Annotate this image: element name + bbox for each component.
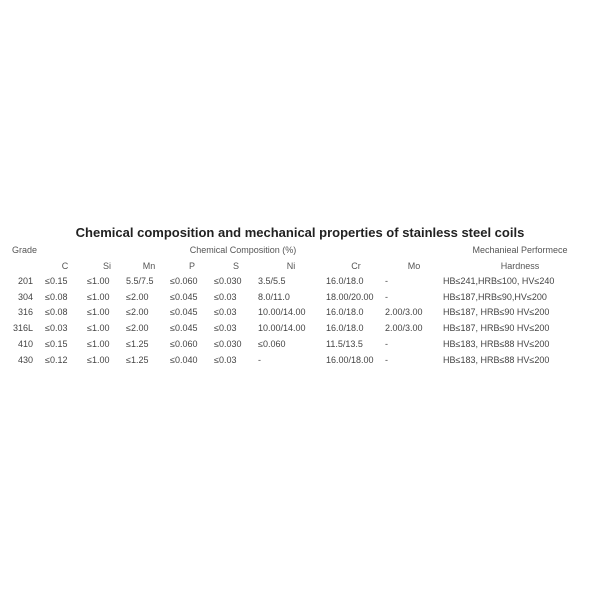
column-header-ni: Ni <box>286 261 296 271</box>
cell-si: ≤1.00 <box>87 339 110 349</box>
cell-c: ≤0.12 <box>45 355 68 365</box>
column-header-mn: Mn <box>142 261 156 271</box>
column-header-hardness: Hardness <box>500 261 540 271</box>
header-mechanical-performance: Mechanieal Performece <box>472 245 568 255</box>
cell-grade: 304 <box>17 292 33 302</box>
cell-ni: 10.00/14.00 <box>258 323 306 333</box>
cell-grade: 316L <box>12 323 33 333</box>
cell-hardness: HB≤187,HRB≤90,HV≤200 <box>443 292 547 302</box>
column-header-cr: Cr <box>351 261 361 271</box>
cell-p: ≤0.045 <box>170 307 198 317</box>
cell-c: ≤0.03 <box>45 323 68 333</box>
cell-mn: ≤2.00 <box>126 307 149 317</box>
cell-c: ≤0.15 <box>45 276 68 286</box>
column-header-c: C <box>61 261 69 271</box>
cell-c: ≤0.15 <box>45 339 68 349</box>
cell-s: ≤0.030 <box>214 339 242 349</box>
cell-cr: 16.0/18.0 <box>326 307 364 317</box>
column-header-si: Si <box>102 261 112 271</box>
cell-cr: 18.00/20.00 <box>326 292 374 302</box>
cell-hardness: HB≤183, HRB≤88 HV≤200 <box>443 355 550 365</box>
cell-p: ≤0.060 <box>170 339 198 349</box>
cell-ni: 3.5/5.5 <box>258 276 286 286</box>
cell-grade: 201 <box>17 276 33 286</box>
cell-hardness: HB≤183, HRB≤88 HV≤200 <box>443 339 550 349</box>
cell-p: ≤0.045 <box>170 323 198 333</box>
cell-c: ≤0.08 <box>45 307 68 317</box>
cell-s: ≤0.03 <box>214 292 237 302</box>
cell-ni: - <box>258 355 261 365</box>
cell-cr: 16.0/18.0 <box>326 276 364 286</box>
cell-mn: ≤1.25 <box>126 355 149 365</box>
cell-si: ≤1.00 <box>87 292 110 302</box>
cell-hardness: HB≤187, HRB≤90 HV≤200 <box>443 323 550 333</box>
cell-ni: ≤0.060 <box>258 339 286 349</box>
cell-si: ≤1.00 <box>87 323 110 333</box>
cell-hardness: HB≤187, HRB≤90 HV≤200 <box>443 307 550 317</box>
cell-cr: 11.5/13.5 <box>326 339 363 349</box>
cell-grade: 410 <box>17 339 33 349</box>
cell-mo: - <box>385 276 388 286</box>
table-title: Chemical composition and mechanical properties of stainless steel coils <box>75 225 525 240</box>
header-chemical-composition: Chemical Composition (%) <box>189 245 297 255</box>
cell-grade: 430 <box>17 355 33 365</box>
cell-s: ≤0.030 <box>214 276 242 286</box>
cell-p: ≤0.045 <box>170 292 198 302</box>
cell-mo: 2.00/3.00 <box>385 307 423 317</box>
column-header-mo: Mo <box>407 261 421 271</box>
cell-cr: 16.00/18.00 <box>326 355 374 365</box>
cell-si: ≤1.00 <box>87 276 110 286</box>
cell-mn: ≤2.00 <box>126 292 149 302</box>
cell-si: ≤1.00 <box>87 355 110 365</box>
cell-s: ≤0.03 <box>214 355 237 365</box>
cell-mn: ≤2.00 <box>126 323 149 333</box>
cell-mn: ≤1.25 <box>126 339 149 349</box>
cell-mn: 5.5/7.5 <box>126 276 154 286</box>
cell-grade: 316 <box>17 307 33 317</box>
cell-hardness: HB≤241,HRB≤100, HV≤240 <box>443 276 555 286</box>
cell-cr: 16.0/18.0 <box>326 323 364 333</box>
cell-s: ≤0.03 <box>214 323 237 333</box>
cell-si: ≤1.00 <box>87 307 110 317</box>
column-header-p: P <box>188 261 196 271</box>
cell-p: ≤0.040 <box>170 355 198 365</box>
cell-p: ≤0.060 <box>170 276 198 286</box>
cell-ni: 10.00/14.00 <box>258 307 306 317</box>
cell-s: ≤0.03 <box>214 307 237 317</box>
cell-mo: 2.00/3.00 <box>385 323 423 333</box>
cell-mo: - <box>385 355 388 365</box>
cell-mo: - <box>385 339 388 349</box>
cell-c: ≤0.08 <box>45 292 68 302</box>
cell-mo: - <box>385 292 388 302</box>
header-grade: Grade <box>12 245 38 255</box>
cell-ni: 8.0/11.0 <box>258 292 290 302</box>
column-header-s: S <box>232 261 240 271</box>
